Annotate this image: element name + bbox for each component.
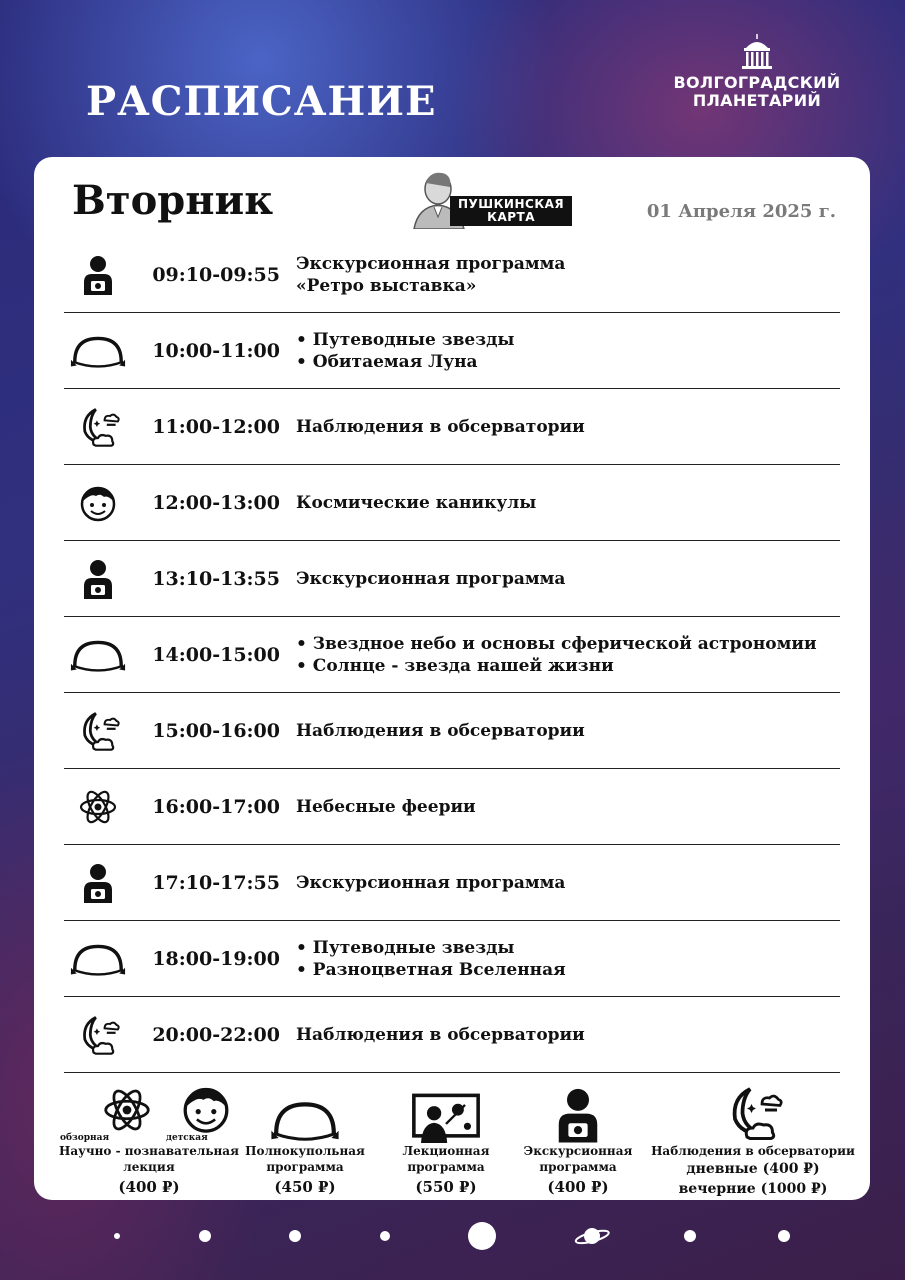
schedule-row bbox=[64, 541, 840, 617]
guide-icon bbox=[64, 237, 132, 312]
schedule-row bbox=[64, 389, 840, 465]
pushkin-card-badge bbox=[404, 169, 614, 229]
session-time: 15:00-16:00 bbox=[152, 719, 280, 742]
science-label-1: Научно - познавательная bbox=[59, 1144, 239, 1158]
legend-science-lecture bbox=[54, 1081, 244, 1197]
session-title-line: Небесные феерии bbox=[296, 796, 476, 817]
legend-fulldome bbox=[240, 1081, 370, 1197]
session-title bbox=[296, 693, 840, 768]
session-title-line: • Обитаемая Луна bbox=[296, 351, 478, 372]
session-title-line: Экскурсионная программа bbox=[296, 872, 566, 893]
session-title-line: • Разноцветная Вселенная bbox=[296, 959, 566, 980]
schedule-list bbox=[64, 237, 840, 1073]
session-title bbox=[296, 617, 840, 692]
saturn-icon bbox=[574, 1224, 610, 1248]
session-title bbox=[296, 389, 840, 464]
dome-label-2: программа bbox=[266, 1160, 344, 1174]
session-title-line: • Путеводные звезды bbox=[296, 329, 515, 350]
dome-price: (450 ₽) bbox=[274, 1178, 336, 1196]
dot-3 bbox=[289, 1230, 301, 1242]
session-title bbox=[296, 921, 840, 996]
session-title-line: • Звездное небо и основы сферической астрономии bbox=[296, 633, 817, 654]
session-title-line: Наблюдения в обсерватории bbox=[296, 1024, 585, 1045]
logo-line-2: ПЛАНЕТАРИЙ bbox=[692, 91, 822, 110]
legend-observatory bbox=[646, 1081, 860, 1199]
pushkin-line-2: КАРТА bbox=[487, 210, 536, 224]
logo-line-1: ВОЛГОГРАДСКИЙ bbox=[673, 73, 841, 92]
lecture-price: (550 ₽) bbox=[415, 1178, 477, 1196]
schedule-row bbox=[64, 845, 840, 921]
observatory-label-2: дневные (400 ₽) bbox=[686, 1161, 820, 1177]
schedule-row bbox=[64, 313, 840, 389]
session-title bbox=[296, 313, 840, 388]
session-time: 16:00-17:00 bbox=[152, 795, 280, 818]
session-time: 18:00-19:00 bbox=[152, 947, 280, 970]
pushkin-line-1: ПУШКИНСКАЯ bbox=[458, 197, 565, 211]
session-title-line: Экскурсионная программа bbox=[296, 568, 566, 589]
schedule-date: 01 Апреля 2025 г. bbox=[646, 201, 836, 222]
dome-label-1: Полнокупольная bbox=[245, 1144, 365, 1158]
dot-7 bbox=[778, 1230, 790, 1242]
dome-icon bbox=[64, 921, 132, 996]
session-title bbox=[296, 237, 840, 312]
schedule-row bbox=[64, 769, 840, 845]
dome-icon bbox=[64, 313, 132, 388]
legend bbox=[34, 1075, 870, 1195]
session-title bbox=[296, 845, 840, 920]
session-title-line: «Ретро выставка» bbox=[296, 275, 477, 296]
session-time: 11:00-12:00 bbox=[152, 415, 280, 438]
legend-lecture bbox=[384, 1081, 508, 1197]
observatory-label-1: Наблюдения в обсерватории bbox=[651, 1144, 855, 1158]
lecture-label-1: Лекционная bbox=[402, 1144, 490, 1158]
science-price: (400 ₽) bbox=[118, 1178, 180, 1196]
dot-6 bbox=[684, 1230, 696, 1242]
moon-icon bbox=[64, 997, 132, 1072]
session-title-line: • Солнце - звезда нашей жизни bbox=[296, 655, 614, 676]
kid-icon bbox=[180, 1083, 232, 1135]
guide-icon bbox=[556, 1087, 600, 1143]
science-sub-right: детская bbox=[166, 1133, 208, 1143]
session-time: 13:10-13:55 bbox=[152, 567, 280, 590]
dot-5 bbox=[468, 1222, 496, 1250]
session-title bbox=[296, 997, 840, 1072]
dome-icon bbox=[64, 617, 132, 692]
observatory-label-3: вечерние (1000 ₽) bbox=[678, 1181, 828, 1197]
excursion-label-2: программа bbox=[539, 1160, 617, 1174]
science-label-2: лекция bbox=[123, 1160, 175, 1174]
atom-icon bbox=[64, 769, 132, 844]
dot-2 bbox=[199, 1230, 211, 1242]
planetarium-building-icon bbox=[740, 34, 774, 72]
planetarium-logo bbox=[672, 34, 842, 110]
dome-icon bbox=[269, 1097, 341, 1143]
schedule-row bbox=[64, 921, 840, 997]
session-title-line: • Путеводные звезды bbox=[296, 937, 515, 958]
kid-icon bbox=[64, 465, 132, 540]
session-title bbox=[296, 769, 840, 844]
session-time: 09:10-09:55 bbox=[152, 263, 280, 286]
session-title bbox=[296, 541, 840, 616]
page-header-title: РАСПИСАНИЕ bbox=[86, 78, 437, 125]
session-title-line: Наблюдения в обсерватории bbox=[296, 416, 585, 437]
moon-icon bbox=[722, 1083, 784, 1143]
legend-excursion bbox=[518, 1081, 638, 1197]
pushkin-card-text bbox=[450, 196, 572, 226]
schedule-row bbox=[64, 693, 840, 769]
session-title-line: Наблюдения в обсерватории bbox=[296, 720, 585, 741]
dot-1 bbox=[114, 1233, 120, 1239]
session-time: 17:10-17:55 bbox=[152, 871, 280, 894]
science-sub-left: обзорная bbox=[60, 1133, 110, 1143]
atom-icon bbox=[102, 1085, 152, 1135]
session-time: 10:00-11:00 bbox=[152, 339, 280, 362]
schedule-row bbox=[64, 997, 840, 1073]
guide-icon bbox=[64, 541, 132, 616]
session-title-line: Космические каникулы bbox=[296, 492, 537, 513]
schedule-row bbox=[64, 617, 840, 693]
excursion-price: (400 ₽) bbox=[547, 1178, 609, 1196]
lecture-board-icon bbox=[410, 1093, 482, 1143]
excursion-label-1: Экскурсионная bbox=[523, 1144, 633, 1158]
session-time: 20:00-22:00 bbox=[152, 1023, 280, 1046]
schedule-row bbox=[64, 465, 840, 541]
session-time: 14:00-15:00 bbox=[152, 643, 280, 666]
day-title: Вторник bbox=[72, 177, 274, 224]
session-title bbox=[296, 465, 840, 540]
lecture-label-2: программа bbox=[407, 1160, 485, 1174]
moon-icon bbox=[64, 389, 132, 464]
guide-icon bbox=[64, 845, 132, 920]
session-time: 12:00-13:00 bbox=[152, 491, 280, 514]
decorative-planet-dots bbox=[0, 1215, 905, 1255]
schedule-row bbox=[64, 237, 840, 313]
dot-4 bbox=[380, 1231, 390, 1241]
moon-icon bbox=[64, 693, 132, 768]
session-title-line: Экскурсионная программа bbox=[296, 253, 566, 274]
schedule-card bbox=[34, 157, 870, 1200]
